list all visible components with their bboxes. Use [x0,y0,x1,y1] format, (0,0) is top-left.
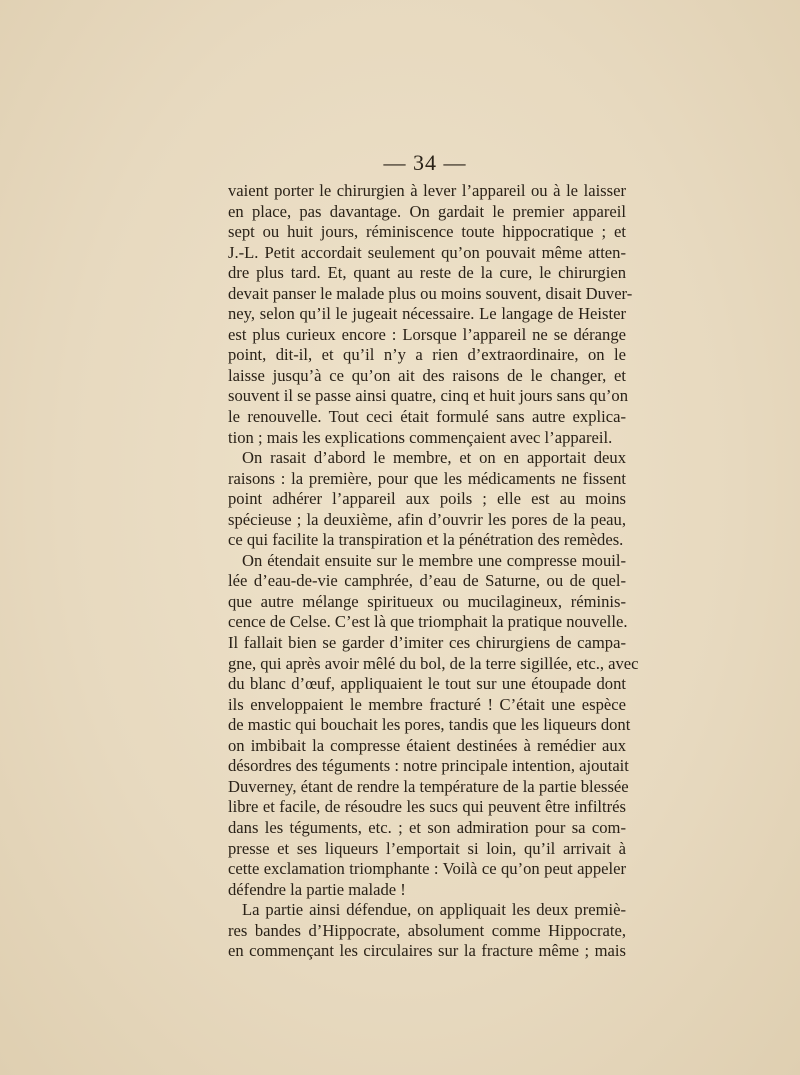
text-line: ils enveloppaient le membre fracturé ! C’était une espèce [228,694,626,714]
text-line: laisse jusqu’à ce qu’on ait des raisons de le changer, et [228,365,626,385]
text-line: vaient porter le chirurgien à lever l’appareil ou à le laisser [228,181,626,200]
text-line: On rasait d’abord le membre, et on en apportait deux [242,448,626,468]
text-line: gne, qui après avoir mêlé du bol, de la terre sigillée, etc., avec [228,653,639,673]
text-line: presse et ses liqueurs l’emportait si loin, qu’il arrivait à [228,838,626,858]
text-line: La partie ainsi défendue, on appliquait les deux premiè- [242,900,626,920]
text-line: libre et facile, de résoudre les sucs qui peuvent être infiltrés [228,797,626,817]
text-line: raisons : la première, pour que les médicaments ne fissent [228,468,626,488]
text-line: Il fallait bien se garder d’imiter ces chirurgiens de campa- [228,633,626,653]
text-line: cence de Celse. C’est là que triomphait la pratique nouvelle. [228,612,628,632]
text-line: que autre mélange spiritueux ou mucilagineux, réminis- [228,591,626,611]
text-line: res bandes d’Hippocrate, absolument comme Hippocrate, [228,920,626,940]
text-line: est plus curieux encore : Lorsque l’appareil ne se dérange [228,324,626,344]
text-line: cette exclamation triomphante : Voilà ce qu’on peut appeler [228,859,626,879]
text-line: spécieuse ; la deuxième, afin d’ouvrir les pores de la peau, [228,509,626,529]
text-line: du blanc d’œuf, appliquaient le tout sur une étoupade dont [228,674,626,694]
page-number: — 34 — [383,150,467,175]
text-line: ney, selon qu’il le jugeait nécessaire. Le langage de Heister [228,304,626,324]
text-line: on imbibait la compresse étaient destinées à remédier aux [228,735,626,755]
text-line: J.-L. Petit accordait seulement qu’on pouvait même atten- [228,242,626,262]
text-line: souvent il se passe ainsi quatre, cinq et huit jours sans qu’on [228,386,629,406]
text-line: désordres des téguments : notre principale intention, ajoutait [228,756,629,776]
text-line: devait panser le malade plus ou moins souvent, disait Duver- [228,283,633,303]
text-line: lée d’eau-de-vie camphrée, d’eau de Saturne, ou de quel- [228,571,626,591]
text-line: en commençant les circulaires sur la fracture même ; mais [228,941,626,961]
text-line: On étendait ensuite sur le membre une compresse mouil- [242,550,626,570]
text-line: ce qui facilite la transpiration et la pénétration des remèdes. [228,530,624,550]
text-line: dans les téguments, etc. ; et son admiration pour sa com- [228,817,626,837]
body-text [228,181,639,962]
text-line: de mastic qui bouchait les pores, tandis que les liqueurs dont [228,715,631,735]
text-line: point adhérer l’appareil aux poils ; elle est au moins [228,489,626,509]
text-line: Duverney, étant de rendre la température de la partie blessée [228,776,629,796]
text-line: dre plus tard. Et, quant au reste de la cure, le chirurgien [228,263,626,283]
text-line: défendre la partie malade ! [228,879,406,899]
text-line: en place, pas davantage. On gardait le premier appareil [228,201,626,221]
text-line: sept ou huit jours, réminiscence toute hippocratique ; et [228,222,626,242]
text-line: tion ; mais les explications commençaient avec l’appareil. [228,427,613,447]
text-line: point, dit-il, et qu’il n’y a rien d’extraordinaire, on le [228,345,626,365]
text-line: le renouvelle. Tout ceci était formulé sans autre explica- [228,407,626,427]
